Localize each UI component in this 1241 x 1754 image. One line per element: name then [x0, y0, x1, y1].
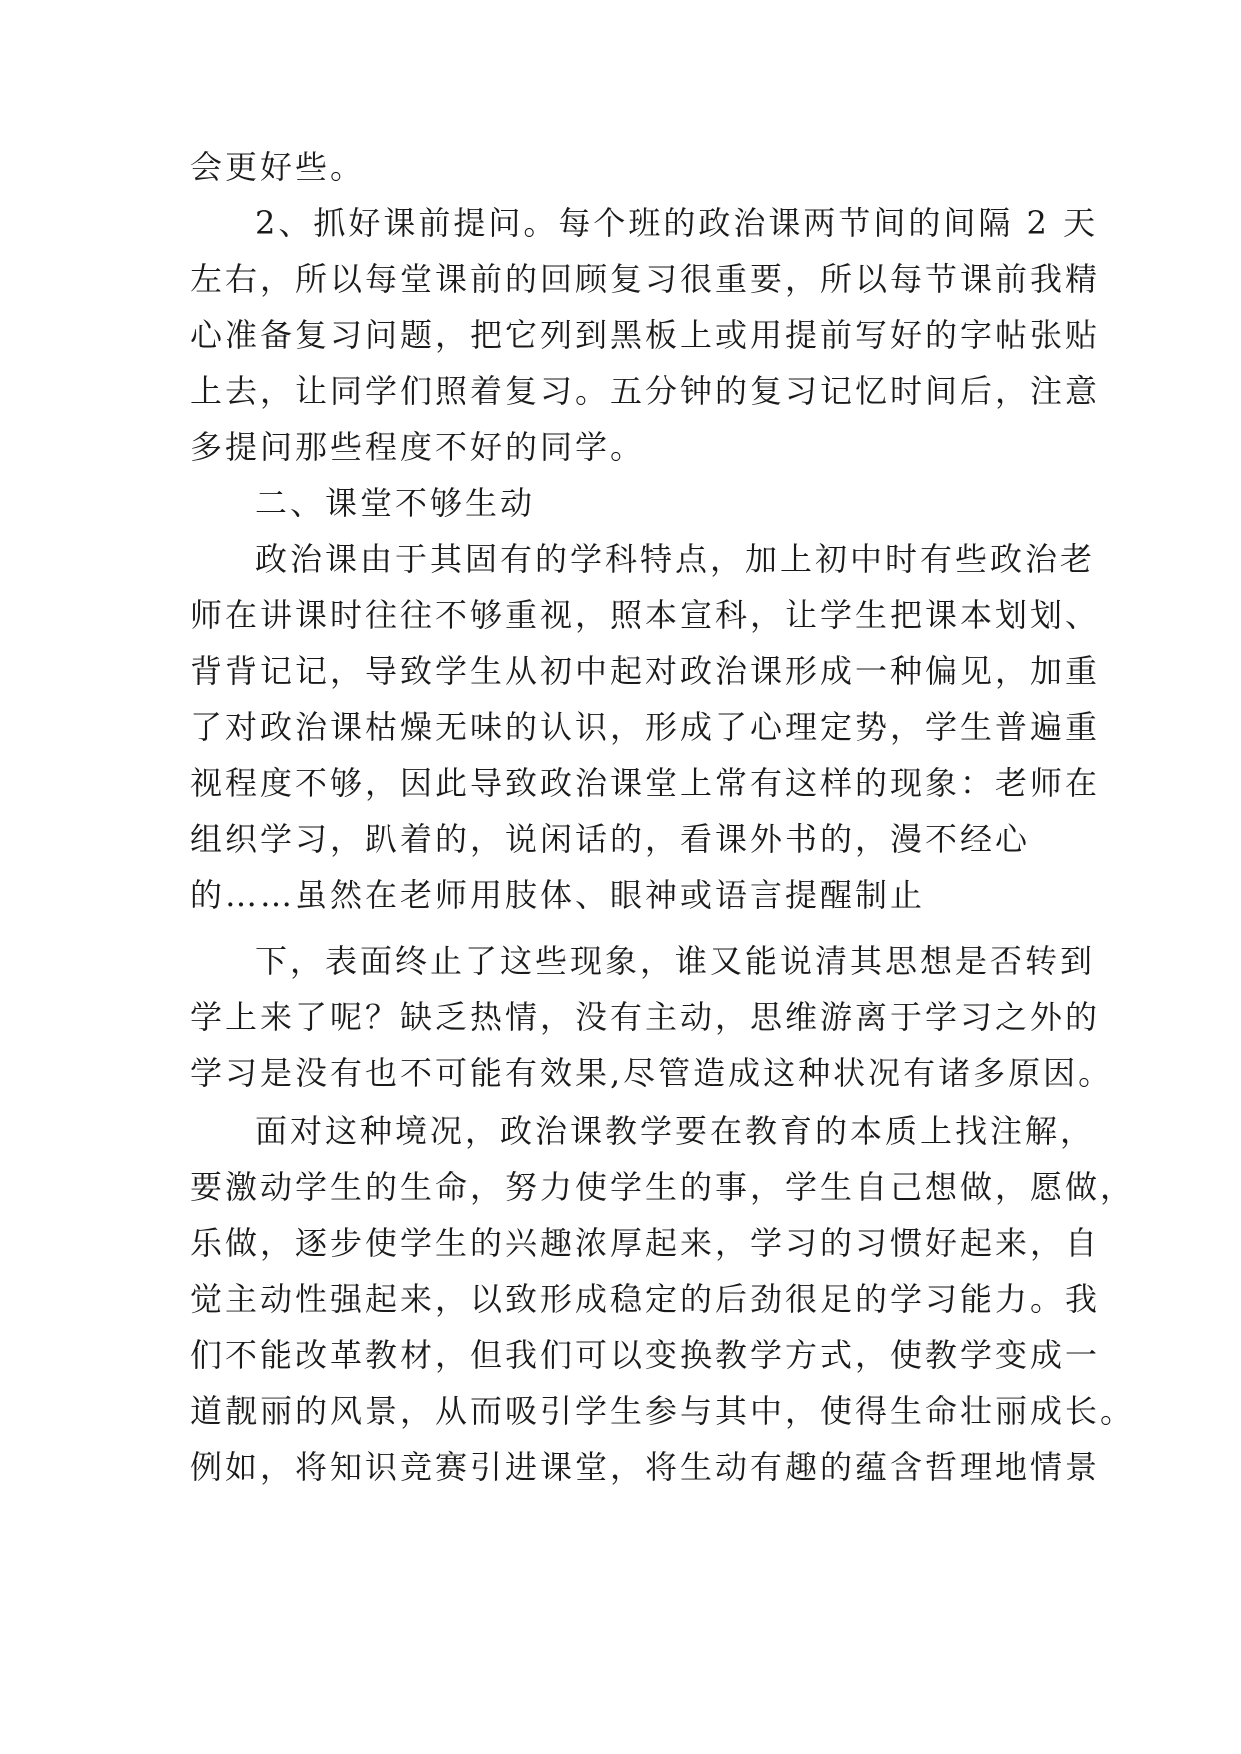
text-line-2: 2、抓好课前提问。每个班的政治课两节间的间隔 2 天	[255, 204, 1099, 242]
text-line-11: 了对政治课枯燥无味的认识，形成了心理定势，学生普遍重	[190, 708, 1101, 746]
text-line-9: 师在讲课时往往不够重视，照本宣科，让学生把课本划划、	[190, 596, 1101, 634]
text-line-17: 学习是没有也不可能有效果,尽管造成这种状况有诸多原因。	[190, 1054, 1114, 1092]
text-line-3: 左右，所以每堂课前的回顾复习很重要，所以每节课前我精	[190, 260, 1101, 298]
text-line-4: 心准备复习问题，把它列到黑板上或用提前写好的字帖张贴	[190, 316, 1101, 354]
section-heading: 二、课堂不够生动	[255, 484, 536, 522]
text-line-19: 要激动学生的生命，努力使学生的事，学生自己想做，愿做，	[190, 1168, 1136, 1206]
text-line-1: 会更好些。	[190, 148, 366, 186]
text-line-24: 例如，将知识竞赛引进课堂，将生动有趣的蕴含哲理地情景	[190, 1448, 1101, 1486]
text-line-21: 觉主动性强起来，以致形成稳定的后劲很足的学习能力。我	[190, 1280, 1101, 1318]
text-line-20: 乐做，逐步使学生的兴趣浓厚起来，学习的习惯好起来，自	[190, 1224, 1101, 1262]
text-line-16: 学上来了呢？缺乏热情，没有主动，思维游离于学习之外的	[190, 998, 1101, 1036]
text-line-23: 道靓丽的风景，从而吸引学生参与其中，使得生命壮丽成长。	[190, 1392, 1136, 1430]
text-line-18: 面对这种境况，政治课教学要在教育的本质上找注解，	[255, 1112, 1096, 1150]
text-line-22: 们不能改革教材，但我们可以变换教学方式，使教学变成一	[190, 1336, 1101, 1374]
text-line-13: 组织学习，趴着的，说闲话的，看课外书的，漫不经心	[190, 820, 1031, 858]
text-line-12: 视程度不够，因此导致政治课堂上常有这样的现象：老师在	[190, 764, 1101, 802]
text-line-14: 的……虽然在老师用肢体、眼神或语言提醒制止	[190, 876, 926, 914]
text-line-5: 上去，让同学们照着复习。五分钟的复习记忆时间后，注意	[190, 372, 1101, 410]
text-line-10: 背背记记，导致学生从初中起对政治课形成一种偏见，加重	[190, 652, 1101, 690]
text-line-8: 政治课由于其固有的学科特点，加上初中时有些政治老	[255, 540, 1096, 578]
text-line-15: 下，表面终止了这些现象，谁又能说清其思想是否转到	[255, 942, 1096, 980]
text-line-6: 多提问那些程度不好的同学。	[190, 428, 646, 466]
